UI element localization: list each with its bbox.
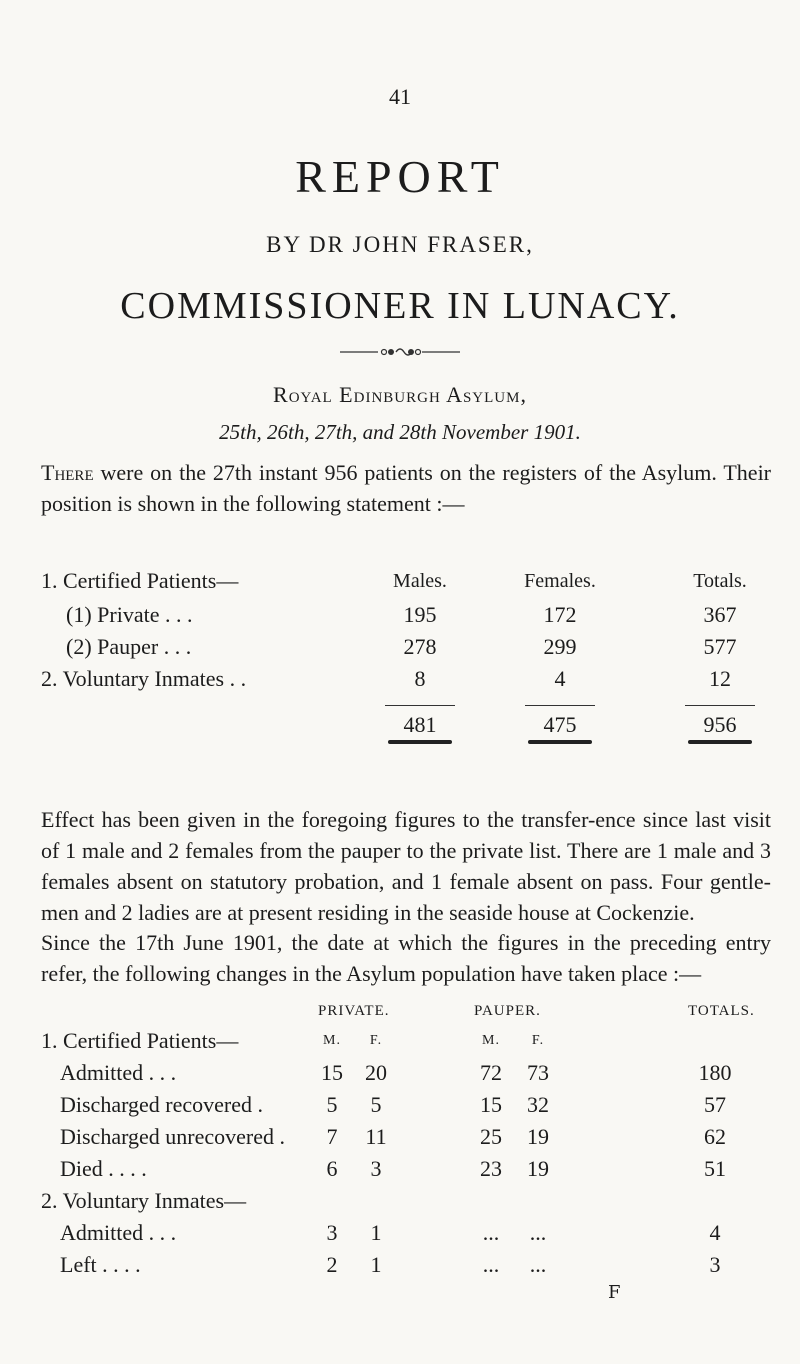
table2-cell: 3 [709,1252,721,1277]
table1-total-females: 475 [543,712,577,737]
table2-cell: 15 [480,1092,502,1117]
table1-cell: 278 [403,634,437,659]
table2-cell: 11 [365,1124,387,1149]
table2-cell: 19 [527,1156,549,1181]
sum-rule [685,705,755,706]
table1-cell: 367 [703,602,737,627]
table2-cell: 25 [480,1124,502,1149]
table2-cell: 57 [704,1092,726,1117]
table2-cell: 4 [709,1220,721,1245]
table2-cell: 15 [321,1060,343,1085]
table2-row-label: Died . . . . [60,1156,147,1181]
header-totals: TOTALS. [688,1003,755,1019]
table2-cell: 73 [527,1060,549,1085]
ornament-divider-icon [340,345,460,359]
double-rule [528,740,592,744]
table2-cell: 3 [326,1220,338,1245]
intro-first-word: There [41,460,94,485]
table2-cell: 20 [365,1060,387,1085]
table2-cell: 3 [370,1156,382,1181]
table2-row-label: Discharged unrecovered . [60,1124,285,1149]
table2-section-label: 2. Voluntary Inmates— [41,1188,247,1213]
table2-cell: 180 [698,1060,732,1085]
double-rule [688,740,752,744]
table2-row-label: Admitted . . . [60,1220,177,1245]
table1-cell: 195 [403,602,437,627]
table1-header-totals: Totals. [693,570,747,592]
table1-header-males: Males. [393,570,447,592]
intro-text: were on the 27th instant 956 patients on the registers of the Asylum. Their position is shown in the following statement :— [41,460,772,516]
table1-row-label: (1) Private . . . [66,602,193,627]
table2-cell: 5 [370,1092,382,1117]
table2-cell: 5 [326,1092,338,1117]
table2-cell: ... [529,1220,547,1245]
sum-rule [385,705,455,706]
table2-cell: ... [482,1252,500,1277]
page-number: 41 [389,84,411,109]
subtitle: COMMISSIONER IN LUNACY. [120,285,680,327]
table2-row-label: Admitted . . . [60,1060,177,1085]
header-private: PRIVATE. [318,1003,390,1019]
header-pauper: PAUPER. [474,1003,541,1019]
table1-row-label: 2. Voluntary Inmates . . [41,666,247,691]
table2-cell: 1 [370,1220,382,1245]
visit-dates: 25th, 26th, 27th, and 28th November 1901. [219,420,581,444]
subheader-private-m: M. [323,1033,341,1048]
byline: BY DR JOHN FRASER, [266,232,534,257]
table1-cell: 577 [703,634,737,659]
table2-cell: 19 [527,1124,549,1149]
subheader-pauper-f: F. [531,1033,545,1048]
subheader-pauper-m: M. [482,1033,500,1048]
table1-cell: 8 [414,666,426,691]
table2-cell: 2 [326,1252,338,1277]
transfer-paragraph: Effect has been given in the foregoing figures to the transfer-ence since last visit of 1 male and 2 females from the pauper to the private list. There are 1 male and 3 females absent on statutory probation, and 1 female absent on pass. Four gentle-men and 2 ladies are at present residing in the seaside house at Cockenzie. [41,807,771,925]
table2-cell: 62 [704,1124,726,1149]
table1-header-females: Females. [524,570,596,592]
table1-cell: 172 [543,602,577,627]
intro-paragraph [41,457,771,519]
signature-mark: F [608,1282,621,1303]
table2-cell: 1 [370,1252,382,1277]
location-heading: Royal Edinburgh Asylum, [273,382,527,407]
subheader-private-f: F. [369,1033,383,1048]
table2-cell: 23 [480,1156,502,1181]
table2-cell: 51 [704,1156,726,1181]
table2-section-label: 1. Certified Patients— [41,1028,239,1053]
table1-total-males: 481 [403,712,437,737]
table1-total-totals: 956 [703,712,737,737]
table1-row-label: (2) Pauper . . . [66,634,192,659]
sum-rule [525,705,595,706]
table2-row-label: Left . . . . [60,1252,141,1277]
table2-cell: ... [482,1220,500,1245]
table1-cell: 299 [543,634,577,659]
double-rule [388,740,452,744]
table1-cell: 4 [554,666,566,691]
changes-paragraph: Since the 17th June 1901, the date at which the figures in the preceding entry refer, the following changes in the Asylum population have taken place :— [41,930,771,986]
report-title: REPORT [295,151,505,202]
table1-section-label: 1. Certified Patients— [41,568,239,593]
table1-cell: 12 [709,666,731,691]
table2-cell: 32 [527,1092,549,1117]
table2-cell: 72 [480,1060,502,1085]
table2-row-label: Discharged recovered . [60,1092,263,1117]
table2-cell: 6 [326,1156,338,1181]
table2-cell: 7 [326,1124,338,1149]
table2-cell: ... [529,1252,547,1277]
